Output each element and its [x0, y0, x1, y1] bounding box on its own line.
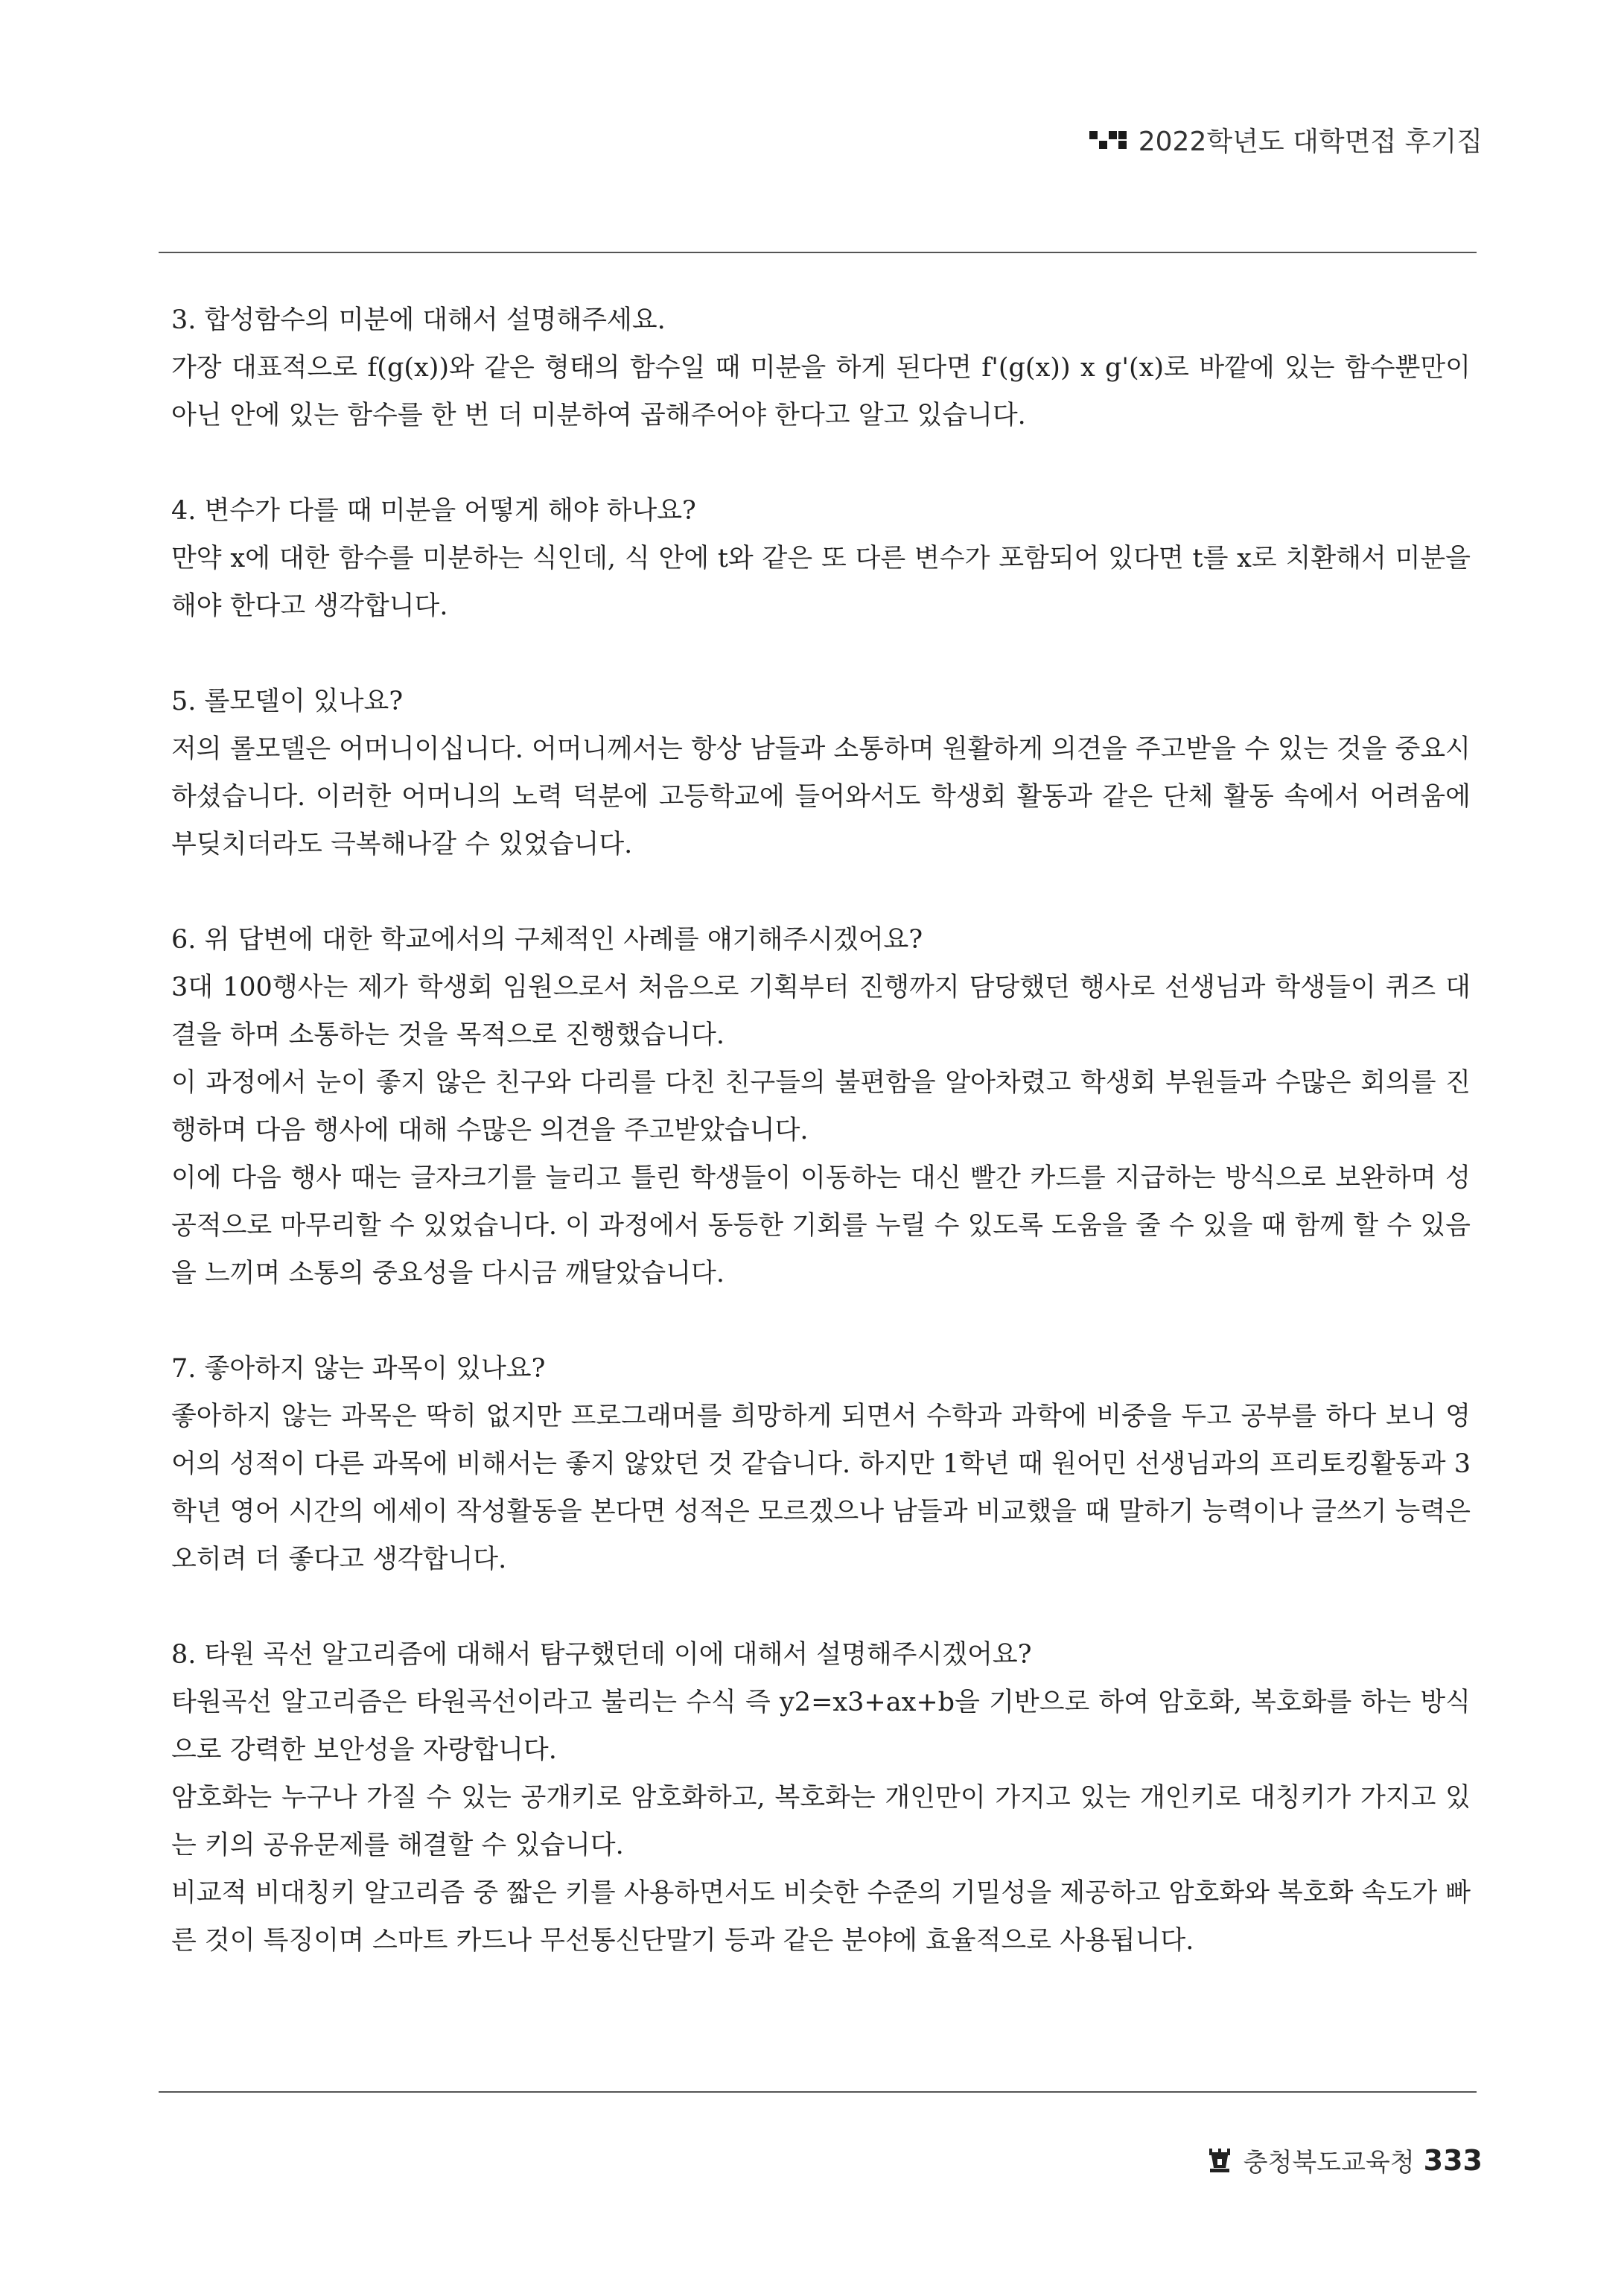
crest-icon — [1205, 2146, 1235, 2175]
qa-item — [171, 296, 1471, 439]
page-footer — [1205, 2142, 1483, 2178]
qa-item — [171, 678, 1471, 868]
page-number: 333 — [1423, 2143, 1483, 2177]
answer-paragraph: 타원곡선 알고리즘은 타원곡선이라고 불리는 수식 즉 y2=x3+ax+b을 기반으로 하여 암호화, 복호화를 하는 방식으로 강력한 보안성을 자랑합니다. — [171, 1688, 1471, 1765]
checker-pattern-icon — [1089, 131, 1127, 149]
qa-item — [171, 487, 1471, 630]
question: 5. 롤모델이 있나요? — [171, 687, 404, 716]
qa-content — [171, 296, 1471, 2012]
answer-paragraph: 비교적 비대칭키 알고리즘 중 짧은 키를 사용하면서도 비슷한 수준의 기밀성을 제공하고 암호화와 복호화 속도가 빠른 것이 특징이며 스마트 카드나 무선통신단말기 등과 같은 분야에 효율적으로 사용됩니다. — [171, 1878, 1471, 1956]
answer-paragraph: 가장 대표적으로 f(g(x))와 같은 형태의 함수일 때 미분을 하게 된다면 f'(g(x)) x g'(x)로 바깥에 있는 함수뿐만이 아닌 안에 있는 함수를 한 번 더 미분하여 곱해주어야 한다고 알고 있습니다. — [171, 353, 1471, 430]
qa-item — [171, 916, 1471, 1297]
running-header — [1089, 121, 1483, 159]
qa-item — [171, 1631, 1471, 1965]
answer-paragraph: 만약 x에 대한 함수를 미분하는 식인데, 식 안에 t와 같은 또 다른 변수가 포함되어 있다면 t를 x로 치환해서 미분을 해야 한다고 생각합니다. — [171, 544, 1471, 621]
answer-paragraph: 저의 롤모델은 어머니이십니다. 어머니께서는 항상 남들과 소통하며 원활하게 의견을 주고받을 수 있는 것을 중요시하셨습니다. 이러한 어머니의 노력 덕분에 고등학교에 들어와서도 학생회 활동과 같은 단체 활동 속에서 어려움에 부딪치더라도 극복해나갈 수 있었습니다. — [171, 734, 1471, 859]
footer-divider — [159, 2091, 1477, 2093]
qa-item — [171, 1345, 1471, 1583]
answer-paragraph: 이에 다음 행사 때는 글자크기를 늘리고 틀린 학생들이 이동하는 대신 빨간 카드를 지급하는 방식으로 보완하며 성공적으로 마무리할 수 있었습니다. 이 과정에서 동등한 기회를 누릴 수 있도록 도움을 줄 수 있을 때 함께 할 수 있음을 느끼며 소통의 중요성을 다시금 깨달았습니다. — [171, 1163, 1471, 1288]
answer-paragraph: 암호화는 누구나 가질 수 있는 공개키로 암호화하고, 복호화는 개인만이 가지고 있는 개인키로 대칭키가 가지고 있는 키의 공유문제를 해결할 수 있습니다. — [171, 1783, 1471, 1860]
question: 7. 좋아하지 않는 과목이 있나요? — [171, 1354, 546, 1384]
answer-paragraph: 좋아하지 않는 과목은 딱히 없지만 프로그래머를 희망하게 되면서 수학과 과학에 비중을 두고 공부를 하다 보니 영어의 성적이 다른 과목에 비해서는 좋지 않았던 것 같습니다. 하지만 1학년 때 원어민 선생님과의 프리토킹활동과 3학년 영어 시간의 에세이 작성활동을 본다면 성적은 모르겠으나 남들과 비교했을 때 말하기 능력이나 글쓰기 능력은 오히려 더 좋다고 생각합니다. — [171, 1402, 1471, 1574]
question: 3. 합성함수의 미분에 대해서 설명해주세요. — [171, 305, 666, 335]
question: 8. 타원 곡선 알고리즘에 대해서 탐구했던데 이에 대해서 설명해주시겠어요? — [171, 1640, 1032, 1670]
question: 6. 위 답변에 대한 학교에서의 구체적인 사례를 얘기해주시겠어요? — [171, 925, 923, 955]
answer-paragraph: 이 과정에서 눈이 좋지 않은 친구와 다리를 다친 친구들의 불편함을 알아차렸고 학생회 부원들과 수많은 회의를 진행하며 다음 행사에 대해 수많은 의견을 주고받았습니다. — [171, 1068, 1471, 1145]
header-divider — [159, 252, 1477, 253]
header-title: 2022학년도 대학면접 후기집 — [1138, 127, 1483, 157]
question: 4. 변수가 다를 때 미분을 어떻게 해야 하나요? — [171, 496, 696, 526]
publisher-name: 충청북도교육청 — [1243, 2148, 1415, 2178]
answer-paragraph: 3대 100행사는 제가 학생회 임원으로서 처음으로 기획부터 진행까지 담당했던 행사로 선생님과 학생들이 퀴즈 대결을 하며 소통하는 것을 목적으로 진행했습니다. — [171, 973, 1471, 1050]
